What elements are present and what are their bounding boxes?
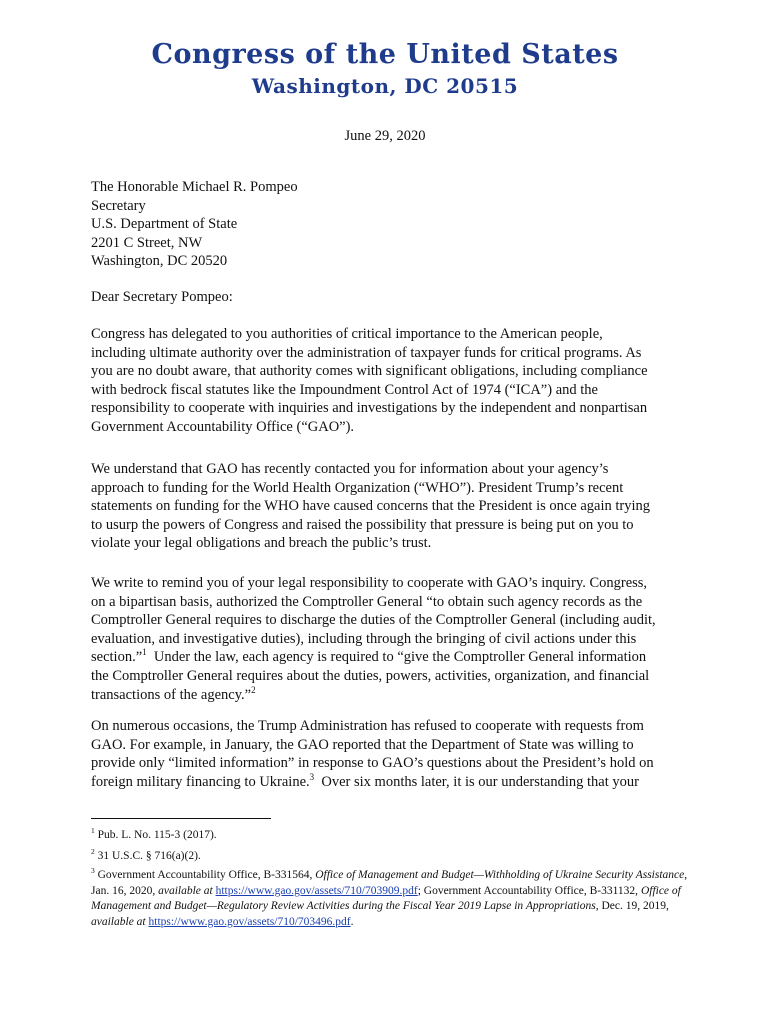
paragraph-4 bbox=[91, 717, 691, 791]
paragraph-1 bbox=[91, 325, 691, 437]
footnote-number: 2 bbox=[91, 847, 95, 857]
recipient-city: Washington, DC 20520 bbox=[91, 253, 228, 270]
footnote-citation-title: Office of Management and Budget—Withholding of Ukraine Security Assistance bbox=[315, 869, 685, 881]
text-line: approach to funding for the World Health Organization (“WHO”). President Trump’s recent bbox=[91, 479, 624, 496]
text-line: on a bipartisan basis, authorized the Comptroller General “to obtain such agency records as the bbox=[91, 593, 643, 610]
text-line bbox=[91, 686, 691, 705]
recipient-department: U.S. Department of State bbox=[91, 216, 238, 233]
text-line: you are no doubt aware, that authority comes with significant obligations, including compliance bbox=[91, 363, 648, 380]
text-line: Congress has delegated to you authorities of critical importance to the American people, bbox=[91, 326, 603, 342]
footnote-link-2[interactable]: https://www.gao.gov/assets/710/703496.pdf bbox=[148, 915, 351, 928]
letter-date: June 29, 2020 bbox=[344, 128, 426, 144]
text-line: We understand that GAO has recently contacted you for information about your agency’s bbox=[91, 461, 609, 477]
text-line bbox=[91, 648, 691, 667]
paragraph-2 bbox=[91, 460, 691, 553]
text-segment: section.” bbox=[91, 649, 143, 666]
text-line: provide only “limited information” in response to GAO’s questions about the President’s hold on bbox=[91, 755, 654, 772]
footnote-number: 1 bbox=[91, 826, 95, 836]
salutation: Dear Secretary Pompeo: bbox=[91, 289, 233, 305]
footnote-citation-title: Office of Management and Budget—Regulatory Review Activities during the Fiscal Year 2019 Lapse in Appropriations bbox=[91, 884, 681, 912]
text-line: Comptroller General requires to discharge the duties of the Comptroller General (including audit, bbox=[91, 612, 656, 629]
footnote-1 bbox=[91, 828, 691, 844]
text-line: We write to remind you of your legal responsibility to cooperate with GAO’s inquiry. Congress, bbox=[91, 575, 648, 591]
footnote-3 bbox=[91, 868, 691, 930]
recipient-address bbox=[91, 178, 691, 271]
footnote-available-at: available at bbox=[158, 884, 213, 897]
footnote-text: , Jan. 16, 2020, bbox=[91, 869, 688, 897]
text-line: to usurp the powers of Congress and raised the possibility that pressure is being put on you to bbox=[91, 516, 634, 533]
footnote-2 bbox=[91, 849, 691, 865]
footnote-text: , Dec. 19, 2019, bbox=[595, 900, 669, 912]
text-line: GAO. For example, in January, the GAO reported that the Department of State was willing to bbox=[91, 736, 634, 753]
text-line: evaluation, and investigative duties), including through the bringing of civil actions under this bbox=[91, 630, 637, 647]
text-segment: Under the law, each agency is required to “give the Comptroller General information bbox=[146, 649, 647, 666]
footnote-link-1[interactable]: https://www.gao.gov/assets/710/703909.pdf bbox=[215, 884, 418, 897]
text-segment: Over six months later, it is our understanding that your bbox=[314, 773, 639, 790]
paragraph-3 bbox=[91, 574, 691, 704]
footnote-text: Pub. L. No. 115-3 (2017). bbox=[94, 829, 217, 841]
letterhead-subtitle: Washington, DC 20515 bbox=[251, 74, 519, 98]
footnote-text: 31 U.S.C. § 716(a)(2). bbox=[94, 850, 201, 862]
footnote-number: 3 bbox=[91, 866, 95, 876]
footnote-ref-2[interactable]: 2 bbox=[251, 684, 256, 695]
text-line: Government Accountability Office (“GAO”). bbox=[91, 418, 355, 435]
footnote-text: Government Accountability Office, B-331564, bbox=[94, 869, 316, 881]
text-line: including ultimate authority over the administration of taxpayer funds for critical programs. As bbox=[91, 344, 642, 361]
recipient-street: 2201 C Street, NW bbox=[91, 234, 203, 251]
text-segment: foreign military financing to Ukraine. bbox=[91, 773, 310, 790]
letterhead-title: Congress of the United States bbox=[151, 39, 619, 70]
recipient-title: Secretary bbox=[91, 197, 146, 214]
footnote-text: ; Government Accountability Office, B-331132, bbox=[417, 884, 641, 897]
text-line: responsibility to cooperate with inquiries and investigations by the independent and nonpartisan bbox=[91, 400, 648, 417]
text-line: On numerous occasions, the Trump Administration has refused to cooperate with requests from bbox=[91, 718, 644, 734]
text-line: with bedrock fiscal statutes like the Impoundment Control Act of 1974 (“ICA”) and the bbox=[91, 381, 598, 398]
text-line: the Comptroller General requires about the duties, powers, activities, organization, and financial bbox=[91, 667, 650, 684]
text-line: statements on funding for the WHO have caused concerns that the President is once again trying bbox=[91, 498, 651, 515]
footnote-available-at: available at bbox=[91, 915, 146, 928]
text-segment: transactions of the agency.” bbox=[91, 686, 252, 703]
recipient-name: The Honorable Michael R. Pompeo bbox=[91, 179, 298, 195]
letterhead bbox=[0, 38, 770, 99]
footnote-ref-1[interactable]: 1 bbox=[142, 647, 147, 658]
footnote-divider bbox=[91, 818, 271, 819]
text-line bbox=[91, 773, 691, 792]
text-line: violate your legal obligations and breach the public’s trust. bbox=[91, 535, 432, 552]
footnote-text: . bbox=[350, 915, 354, 928]
footnote-ref-3[interactable]: 3 bbox=[309, 771, 315, 782]
